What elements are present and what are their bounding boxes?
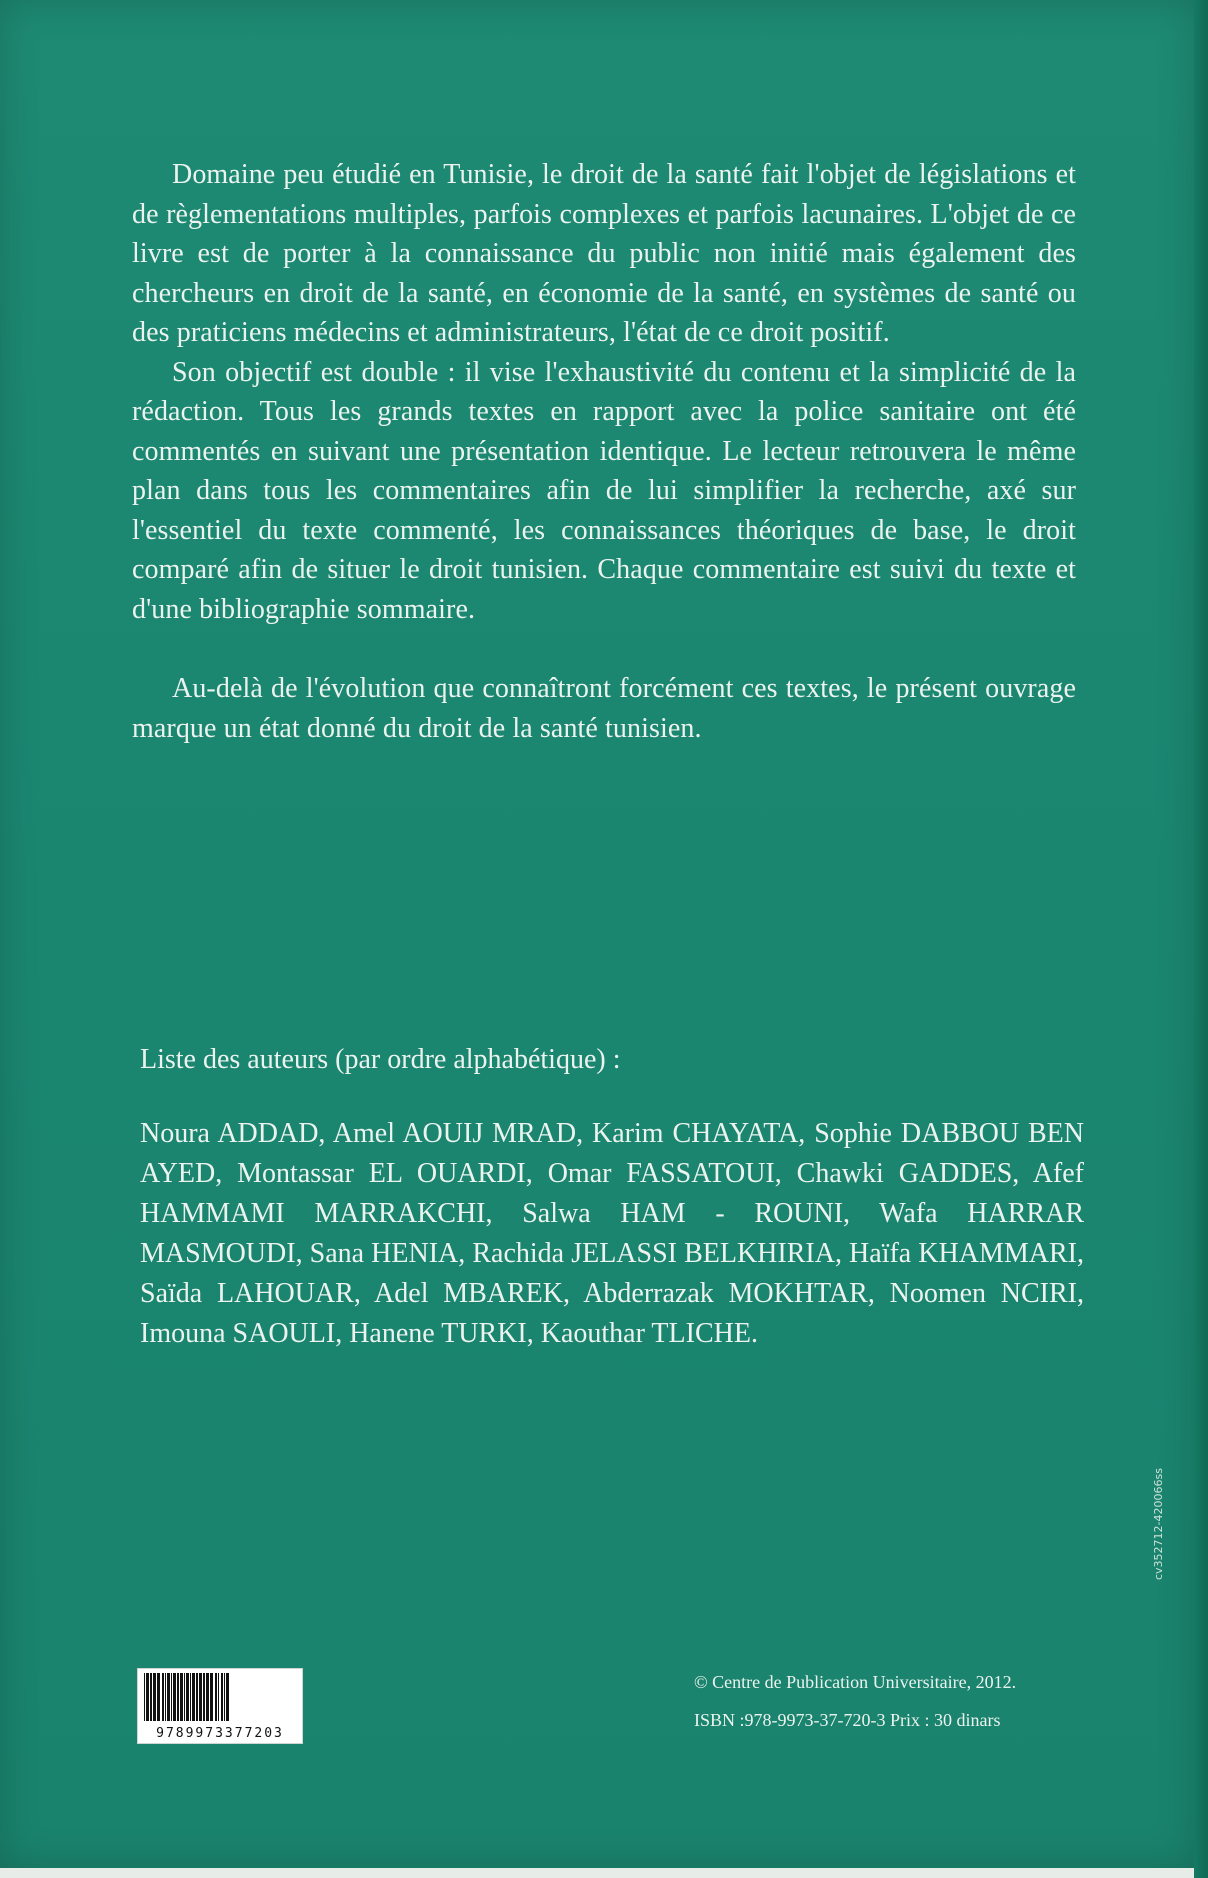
isbn-barcode: [137, 1668, 303, 1744]
copyright-notice: © Centre de Publication Universitaire, 2012.: [694, 1672, 1017, 1692]
isbn-price: ISBN :978-9973-37-720-3 Prix : 30 dinars: [694, 1710, 1001, 1730]
authors-list: Noura ADDAD, Amel AOUIJ MRAD, Karim CHAYATA, Sophie DABBOU BEN AYED, Montassar EL OUARDI, Omar FASSATOUI, Chawki GADDES, Afef HAMMAMI MARRAKCHI, Salwa HAM - ROUNI, Wafa HARRAR MASMOUDI, Sana HENIA, Rachida JELASSI BELKHIRIA, Haïfa KHAMMARI, Saïda LAHOUAR, Adel MBAREK, Abderrazak MOKHTAR, Noomen NCIRI, Imouna SAOULI, Hanene TURKI, Kaouthar TLICHE.: [140, 1118, 1084, 1349]
side-print-code: cv352712-420066ss: [1152, 1468, 1165, 1580]
description-block: [132, 155, 1076, 748]
description-paragraph-1: Domaine peu étudié en Tunisie, le droit de la santé fait l'objet de législations et de règlementations multiples, parfois complexes et parfois lacunaires. L'objet de ce livre est de porter à la connaissance du public non initié mais également des chercheurs en droit de la santé, en économie de la santé, en systèmes de santé ou des praticiens médecins et administrateurs, l'état de ce droit positif.: [132, 159, 1076, 348]
description-paragraph-3: Au-delà de l'évolution que connaîtront forcément ces textes, le présent ouvrage marque un état donné du droit de la santé tunisien.: [132, 673, 1076, 744]
description-paragraph-2: Son objectif est double : il vise l'exhaustivité du contenu et la simplicité de la rédaction. Tous les grands textes en rapport avec la police sanitaire ont été commentés en suivant une présentation identique. Le lecteur retrouvera le même plan dans tous les commentaires afin de lui simplifier la recherche, axé sur l'essentiel du texte commenté, les connaissances théoriques de base, le droit comparé afin de situer le droit tunisien. Chaque commentaire est suivi du texte et d'une bibliographie sommaire.: [132, 356, 1076, 625]
barcode-bars-icon: [142, 1673, 298, 1721]
cover-edge: [1194, 0, 1208, 1878]
authors-heading: Liste des auteurs (par ordre alphabétique) :: [140, 1044, 621, 1075]
barcode-digits: 9789973377203: [156, 1726, 284, 1741]
